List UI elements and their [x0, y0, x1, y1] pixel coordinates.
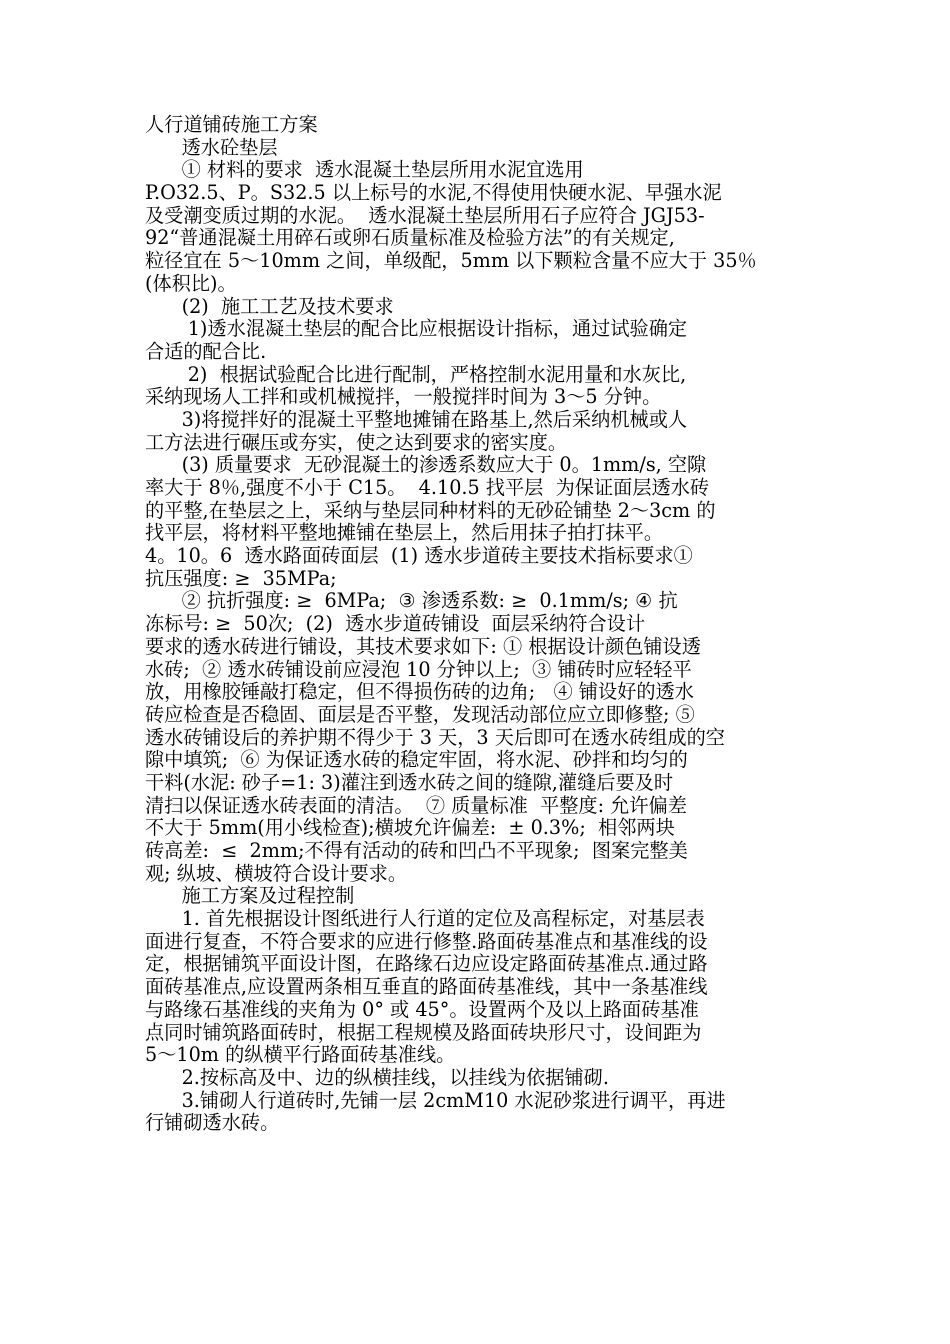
- text-line: 透水砖铺设后的养护期不得少于 3 天，3 天后即可在透水砖组成的空: [145, 726, 725, 749]
- text-line: (3) 质量要求 无砂混凝土的渗透系数应大于 0。1mm/s, 空隙: [145, 454, 707, 477]
- text-line: 砖应检查是否稳固、面层是否平整，发现活动部位应立即修整; ⑤: [145, 703, 695, 726]
- text-line: 3)将搅拌好的混凝土平整地摊铺在路基上,然后采纳机械或人: [145, 408, 688, 431]
- text-line: 的平整,在垫层之上，采纳与垫层同种材料的无砂砼铺垫 2～3cm 的: [145, 499, 716, 522]
- text-line: 面砖基准点,应设置两条相互垂直的路面砖基准线，其中一条基准线: [145, 976, 708, 999]
- text-line: 92“普通混凝土用碎石或卵石质量标准及检验方法”的有关规定,: [145, 227, 675, 250]
- text-line: 找平层，将材料平整地摊铺在垫层上，然后用抹子拍打抹平。: [145, 522, 664, 545]
- text-line: 5～10m 的纵横平行路面砖基准线。: [145, 1044, 456, 1067]
- text-line: 面进行复查，不符合要求的应进行修整.路面砖基准点和基准线的设: [145, 930, 708, 953]
- text-line: 1)透水混凝土垫层的配合比应根据设计指标，通过试验确定: [145, 318, 688, 341]
- text-line: 隙中填筑; ⑥ 为保证透水砖的稳定牢固，将水泥、砂拌和均匀的: [145, 749, 688, 772]
- text-line: 砖高差: ≤ 2mm;不得有活动的砖和凹凸不平现象; 图案完整美: [145, 840, 688, 862]
- text-line: 水砖; ② 透水砖铺设前应浸泡 10 分钟以上; ③ 铺砖时应轻轻平: [145, 658, 692, 681]
- section-heading: (2) 施工工艺及技术要求: [145, 295, 394, 318]
- text-line: 合适的配合比.: [145, 340, 267, 363]
- text-line: ② 抗折强度: ≥ 6MPa; ③ 渗透系数: ≥ 0.1mm/s; ④ 抗: [145, 590, 678, 613]
- text-line: 行铺砌透水砖。: [145, 1112, 280, 1135]
- text-line: 要求的透水砖进行铺设，其技术要求如下: ① 根据设计颜色铺设透: [145, 635, 701, 658]
- text-line: 率大于 8％,强度不小于 C15。 4.10.5 找平层 为保证面层透水砖: [145, 477, 710, 499]
- text-line: 4。10。6 透水路面砖面层 (1) 透水步道砖主要技术指标要求①: [145, 545, 693, 568]
- document-title: 人行道铺砖施工方案: [145, 114, 318, 136]
- text-line: ① 材料的要求 透水混凝土垫层所用水泥宜选用: [145, 159, 584, 182]
- text-line: 3.铺砌人行道砖时,先铺一层 2cmM10 水泥砂浆进行调平，再进: [145, 1089, 726, 1112]
- text-line: P.O32.5、P。S32.5 以上标号的水泥,不得使用快硬水泥、早强水泥: [145, 182, 722, 205]
- text-line: 点同时铺筑路面砖时，根据工程规模及路面砖块形尺寸，设间距为: [145, 1021, 702, 1044]
- text-line: 观; 纵坡、横坡符合设计要求。: [145, 862, 408, 885]
- text-line: 抗压强度: ≥ 35MPa;: [145, 567, 337, 590]
- text-line: 2.按标高及中、边的纵横挂线，以挂线为依据铺砌.: [145, 1066, 609, 1089]
- text-line: 不大于 5mm(用小线检查);横坡允许偏差: ± 0.3%; 相邻两块: [145, 817, 675, 840]
- text-line: 1. 首先根据设计图纸进行人行道的定位及高程标定，对基层表: [145, 908, 705, 931]
- document-body: [145, 114, 805, 1135]
- text-line: 清扫以保证透水砖表面的清洁。 ⑦ 质量标准 平整度: 允许偏差: [145, 794, 687, 817]
- text-line: 及受潮变质过期的水泥。 透水混凝土垫层所用石子应符合 JGJ53-: [145, 204, 705, 227]
- section-heading: 施工方案及过程控制: [145, 885, 355, 908]
- text-line: 工方法进行碾压或夯实，使之达到要求的密实度。: [145, 431, 568, 454]
- text-line: (体积比)。: [145, 272, 237, 295]
- text-line: 采纳现场人工拌和或机械搅拌，一般搅拌时间为 3～5 分钟。: [145, 386, 662, 409]
- text-line: 2) 根据试验配合比进行配制，严格控制水泥用量和水灰比,: [145, 363, 687, 386]
- text-line: 冻标号: ≥ 50次; (2) 透水步道砖铺设 面层采纳符合设计: [145, 613, 646, 636]
- text-line: 定，根据铺筑平面设计图，在路缘石边应设定路面砖基准点.通过路: [145, 953, 708, 976]
- text-line: 粒径宜在 5～10mm 之间，单级配，5mm 以下颗粒含量不应大于 35％: [145, 250, 757, 273]
- text-line: 放，用橡胶锤敲打稳定，但不得损伤砖的边角; ④ 铺设好的透水: [145, 681, 694, 704]
- text-line: 与路缘石基准线的夹角为 0° 或 45°。设置两个及以上路面砖基准: [145, 998, 699, 1021]
- text-line: 干料(水泥: 砂子=1: 3)灌注到透水砖之间的缝隙,灌缝后要及时: [145, 771, 674, 794]
- section-heading: 透水砼垫层: [145, 136, 278, 159]
